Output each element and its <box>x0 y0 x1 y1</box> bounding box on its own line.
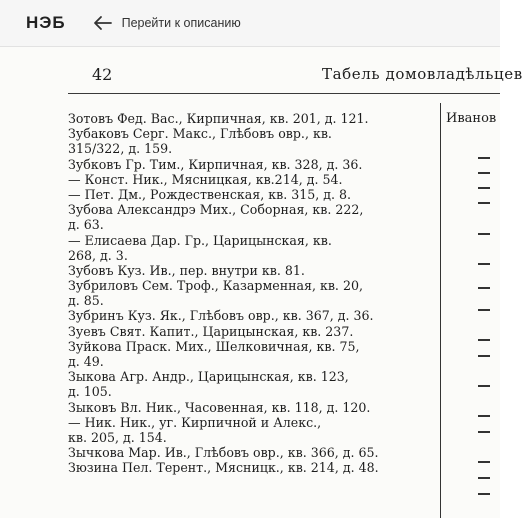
entry-line: — Пет. Дм., Рождественская, кв. 315, д. 8. <box>68 186 352 202</box>
ditto-dash <box>478 309 490 311</box>
ditto-dash <box>478 385 490 387</box>
entry-line: — Ник. Ник., уг. Кирпичной и Алекс., <box>68 414 322 430</box>
page-title: Табель домовладѣльцев <box>322 65 523 83</box>
entry-line: д. 105. <box>68 384 112 400</box>
ditto-dash <box>478 431 490 433</box>
ditto-dash <box>478 202 490 204</box>
entry-line: Зубова Александрэ Мих., Соборная, кв. 222, <box>68 202 364 218</box>
entry-line: Зыкова Агр. Андр., Царицынская, кв. 123, <box>68 369 349 385</box>
right-column-heading: Иванов <box>446 111 497 126</box>
entry-line: Зубриловъ Сем. Троф., Казарменная, кв. 20, <box>68 278 363 294</box>
entry-line: Зуйкова Праск. Мих., Шелковичная, кв. 75, <box>68 338 360 354</box>
entry-line: д. 49. <box>68 354 104 369</box>
entry-line: Зуевъ Свят. Капит., Царицынская, кв. 237. <box>68 323 354 339</box>
ditto-dash <box>478 263 490 265</box>
back-to-description-link[interactable] <box>94 16 241 30</box>
entry-line: Зычкова Мар. Ив., Глѣбовъ овр., кв. 366, д. 65. <box>68 445 379 461</box>
arrow-left-icon <box>94 16 112 30</box>
entry-line: 315/322, д. 159. <box>68 141 173 157</box>
top-bar <box>0 0 500 47</box>
ditto-dash <box>478 339 490 341</box>
entry-line: д. 85. <box>68 293 104 309</box>
header-rule <box>68 93 500 94</box>
ditto-dash <box>478 287 490 289</box>
entry-line: Зубаковъ Серг. Макс., Глѣбовъ овр., кв. <box>68 126 332 142</box>
ditto-dash <box>478 157 490 159</box>
entry-line: Зотовъ Фед. Вас., Кирпичная, кв. 201, д. 121. <box>68 111 369 126</box>
ditto-dash <box>478 233 490 235</box>
ditto-dash <box>478 477 490 479</box>
ditto-dash <box>478 355 490 357</box>
ditto-dash <box>478 461 490 463</box>
entry-line: — Елисаева Дар. Гр., Царицынская, кв. <box>68 232 332 248</box>
entry-line: Зыковъ Вл. Ник., Часовенная, кв. 118, д. 120. <box>68 399 371 415</box>
ditto-dash <box>478 415 490 417</box>
entry-line: д. 63. <box>68 217 104 233</box>
entry-line: Зюзина Пел. Терент., Мясницк., кв. 214, д. 48. <box>68 460 379 476</box>
entry-line: Зубринъ Куз. Як., Глѣбовъ овр., кв. 367, д. 36. <box>68 308 374 324</box>
back-link-label: Перейти к описанию <box>121 16 241 30</box>
entry-line: — Конст. Ник., Мясницкая, кв.214, д. 54. <box>68 171 343 187</box>
ditto-dash <box>478 187 490 189</box>
ditto-dash <box>478 493 490 495</box>
entry-line: 268, д. 3. <box>68 247 128 263</box>
site-logo[interactable]: НЭБ <box>26 13 66 32</box>
entry-line: Зубковъ Гр. Тим., Кирпичная, кв. 328, д. 36. <box>68 156 363 172</box>
entry-line: кв. 205, д. 154. <box>68 429 167 445</box>
column-divider <box>440 103 441 518</box>
entries-list <box>68 111 434 476</box>
entry-line: Зубовъ Куз. Ив., пер. внутри кв. 81. <box>68 262 305 278</box>
ditto-dash <box>478 172 490 174</box>
scanned-page <box>0 47 523 518</box>
page-number: 42 <box>92 65 113 84</box>
